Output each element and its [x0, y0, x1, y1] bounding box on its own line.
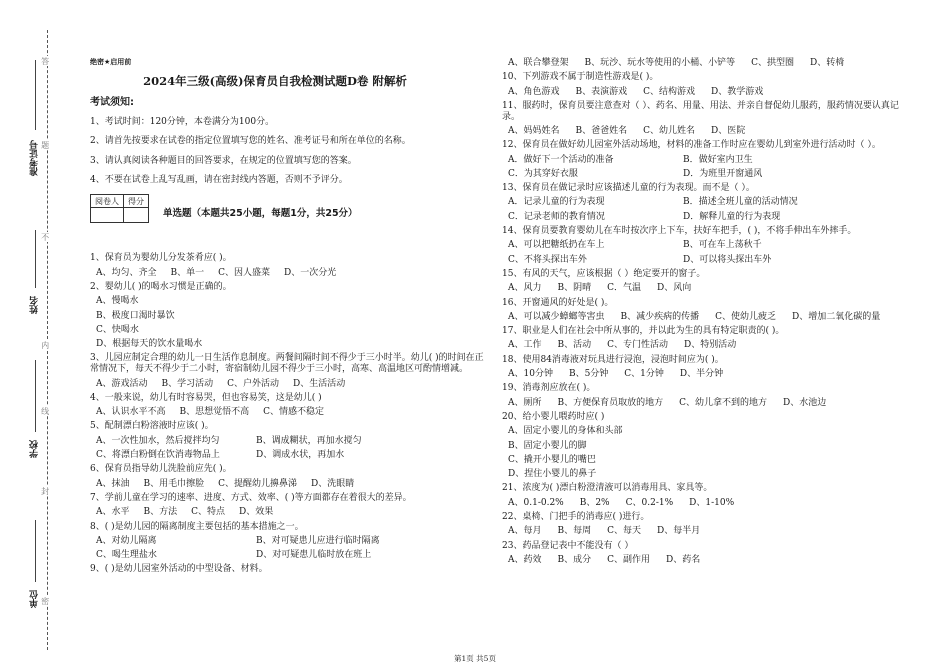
answer-option[interactable]: A、药效: [508, 554, 542, 565]
answer-option[interactable]: B、可在车上荡秋千: [683, 240, 762, 251]
answer-option[interactable]: D、1-10%: [689, 497, 735, 508]
margin-note: 线: [40, 407, 50, 415]
answer-option[interactable]: D、风向: [657, 283, 692, 294]
option-row: [96, 550, 490, 561]
question-stem: 21、浓度为( )漂白粉澄清液可以消毒用具、家具等。: [502, 483, 713, 494]
answer-option[interactable]: B、每周: [557, 526, 592, 537]
answer-option[interactable]: D．解释儿童的行为表现: [683, 211, 781, 222]
answer-option[interactable]: C、情感不稳定: [263, 407, 325, 418]
option-row: [96, 507, 490, 518]
answer-option[interactable]: B、减少疾病的传播: [620, 311, 700, 322]
answer-option[interactable]: B、极度口渴时暴饮: [96, 310, 175, 321]
question-stem: 4、一般来说，幼儿有时容易哭，但也容易笑，这是幼儿( ): [90, 392, 322, 403]
answer-option[interactable]: C．为其穿好衣服: [508, 168, 578, 179]
answer-option[interactable]: D、洗眼睛: [311, 478, 355, 489]
option-row: [508, 369, 912, 380]
option-row: [508, 87, 912, 98]
answer-option[interactable]: D、根据每天的饮水量喝水: [96, 339, 203, 350]
option-row: [96, 536, 490, 547]
answer-option[interactable]: D、医院: [711, 125, 746, 136]
answer-option[interactable]: D、转椅: [810, 58, 845, 68]
answer-option[interactable]: A、工作: [508, 340, 542, 351]
answer-option[interactable]: D、水池边: [783, 397, 827, 408]
score-cell[interactable]: [124, 208, 149, 223]
answer-option[interactable]: A、每月: [508, 526, 542, 537]
answer-option[interactable]: C、1分钟: [624, 369, 664, 380]
answer-option[interactable]: B、阴晴: [557, 283, 592, 294]
answer-option[interactable]: C、将漂白粉倒在饮消毒物品上: [96, 450, 220, 461]
answer-option[interactable]: A、抹油: [96, 478, 130, 489]
margin-note: 答: [40, 57, 50, 65]
score-header: 得分: [124, 195, 149, 208]
question-stem: 12、保育员在做好幼儿园室外活动场地，材料的准备工作时应在婴幼儿到室外进行活动时（ ）。: [502, 140, 881, 151]
option-row: [508, 169, 912, 180]
question-stem: 10、下列游戏不属于制造性游戏是( )。: [502, 72, 659, 83]
option-row: [508, 240, 912, 251]
answer-option[interactable]: C、快喝水: [96, 324, 139, 335]
question-list-right: [502, 58, 912, 566]
margin-note: 不: [40, 233, 50, 241]
answer-option[interactable]: A、水平: [96, 507, 130, 518]
question-stem: 19、消毒剂应放在( )。: [502, 383, 596, 394]
answer-option[interactable]: D、教学游戏: [711, 86, 764, 97]
notice-item: 2、请首先按要求在试卷的指定位置填写您的姓名、准考证号和所在单位的名称。: [90, 136, 411, 147]
option-row: [96, 407, 490, 418]
binding-margin: [0, 0, 60, 671]
margin-note: 密: [40, 597, 50, 605]
question-stem: 23、药品登记表中不能没有（ ）: [502, 540, 634, 551]
question-stem: 13、保育员在做记录时应该描述儿童的行为表现。而不是（ ）。: [502, 183, 755, 194]
option-row: [508, 498, 912, 509]
option-row: [96, 436, 490, 447]
question-stem: 22、桌椅、门把手的消毒应( )进行。: [502, 512, 650, 522]
answer-option[interactable]: D、药名: [666, 554, 701, 565]
notice-heading: 考试须知:: [90, 97, 134, 109]
answer-option[interactable]: B．描述全班儿童的活动情况: [683, 197, 798, 208]
notice-item: 3、请认真阅读各种题目的回答要求，在规定的位置填写您的答案。: [90, 155, 357, 166]
answer-option[interactable]: D、半分钟: [679, 369, 724, 380]
notice-item: 4、不要在试卷上乱写乱画，请在密封线内答题，否则不予评分。: [90, 175, 348, 186]
question-stem: 20、给小婴儿喂药时应( ): [502, 411, 605, 422]
answer-option[interactable]: D、调成水状，再加水: [256, 450, 345, 461]
ticket-number-field[interactable]: [35, 60, 36, 130]
answer-option[interactable]: B、调成糊状，再加水搅匀: [256, 435, 362, 446]
answer-option[interactable]: B、活动: [557, 340, 592, 351]
answer-option[interactable]: B、用毛巾擦脸: [143, 478, 205, 489]
answer-option[interactable]: C、撬开小婴儿的嘴巴: [508, 454, 596, 465]
answer-option[interactable]: B、对可疑患儿应进行临时隔离: [256, 535, 380, 546]
answer-option[interactable]: A、妈妈姓名: [508, 125, 560, 136]
answer-option[interactable]: C、幼儿姓名: [643, 125, 696, 136]
answer-option[interactable]: A、固定小婴儿的身体和头部: [508, 426, 623, 437]
answer-option[interactable]: C、幼儿拿不到的地方: [679, 397, 768, 408]
question-list-left: [90, 253, 490, 575]
page-title: 2024年三级(高级)保育员自我检测试题D卷 附解析: [143, 74, 407, 89]
margin-note: 题: [40, 141, 50, 149]
answer-option[interactable]: B、思想觉悟不高: [179, 407, 250, 418]
answer-option[interactable]: D、每半月: [657, 526, 701, 537]
answer-option[interactable]: D、特别活动: [684, 340, 737, 351]
answer-option[interactable]: B、固定小婴儿的脚: [508, 440, 587, 451]
school-field[interactable]: [35, 360, 36, 432]
answer-option[interactable]: A．做好下一个活动的准备: [508, 154, 614, 165]
secret-mark: 绝密★启用前: [90, 58, 132, 66]
margin-note: 内: [40, 341, 50, 349]
grader-header: 阅卷人: [91, 195, 124, 208]
answer-option[interactable]: B、方法: [143, 507, 178, 518]
answer-option[interactable]: D、可以将头探出车外: [683, 254, 772, 265]
right-column: [502, 58, 912, 569]
question-stem: 2、婴幼儿( )的喝水习惯是正确的。: [90, 281, 232, 292]
answer-option[interactable]: A、角色游戏: [508, 86, 560, 97]
answer-option[interactable]: D、生活活动: [293, 378, 346, 389]
answer-option[interactable]: A、联合攀登架: [508, 58, 569, 68]
answer-option[interactable]: B．做好室内卫生: [683, 154, 753, 165]
answer-option[interactable]: A．记录儿童的行为表现: [508, 197, 605, 208]
option-row: [508, 255, 912, 266]
answer-option[interactable]: C、副作用: [607, 554, 651, 565]
question-stem: 5、配制漂白粉溶液时应该( )。: [90, 421, 214, 432]
question-stem: 11、服药时，保育员要注意查对（ ）、药名、用量、用法、并亲自督促幼儿服药，服药情况要认真记录。: [502, 100, 899, 122]
name-label: 姓名: [30, 296, 40, 314]
option-row: [508, 212, 912, 223]
answer-option[interactable]: C、喝生理盐水: [96, 550, 157, 561]
question-stem: 17、职业是人们在社会中所从事的，并以此为生的具有特定职责的( )。: [502, 326, 785, 337]
answer-option[interactable]: B、表演游戏: [575, 86, 628, 97]
question-stem: 9、( )是幼儿园室外活动的中型设备、材料。: [90, 564, 268, 575]
answer-option[interactable]: D、捏住小婴儿的鼻子: [508, 469, 597, 480]
section-heading: 单选题（本题共25小题，每题1分，共25分）: [163, 208, 358, 220]
answer-option[interactable]: C、每天: [607, 526, 642, 537]
ticket-number-label: 准考证号: [30, 140, 40, 176]
answer-option[interactable]: A、10分钟: [508, 369, 553, 380]
answer-option[interactable]: A、厕所: [508, 397, 542, 408]
option-row: [508, 197, 912, 208]
question-stem: 1、保育员为婴幼儿分发茶肴应( )。: [90, 253, 232, 264]
option-row: [508, 155, 912, 166]
option-row: [96, 379, 490, 390]
question-stem: 18、使用84消毒液对玩具进行浸泡，浸泡时间应为( )。: [502, 354, 724, 365]
option-row: [96, 268, 490, 279]
name-field[interactable]: [35, 230, 36, 288]
page-number: 第1页 共5页: [454, 654, 496, 663]
answer-option[interactable]: B、方便保育员取放的地方: [557, 397, 664, 408]
notice-list: [90, 117, 490, 186]
answer-option[interactable]: B、5分钟: [568, 369, 609, 380]
left-column: [90, 52, 490, 579]
option-row: [508, 398, 912, 409]
answer-option[interactable]: A、游戏活动: [96, 378, 148, 389]
margin-note: 封: [40, 487, 50, 495]
answer-option[interactable]: C、户外活动: [227, 378, 280, 389]
score-section: [90, 194, 490, 223]
option-row: [508, 312, 912, 323]
score-table: [90, 194, 149, 223]
answer-option[interactable]: C、不将头探出车外: [508, 254, 587, 265]
answer-option[interactable]: B、学习活动: [161, 378, 214, 389]
option-row: [508, 283, 912, 294]
answer-option[interactable]: C、提醒幼儿擤鼻涕: [218, 478, 298, 489]
answer-option[interactable]: C．记录老师的教育情况: [508, 211, 605, 222]
question-stem: 7、学前儿童在学习的速率、进度、方式、效率、( )等方面都存在着很大的差异。: [90, 492, 412, 503]
answer-option[interactable]: B、爸爸姓名: [575, 125, 628, 136]
grader-cell[interactable]: [91, 208, 124, 223]
answer-option[interactable]: B、2%: [579, 497, 610, 508]
option-row: [96, 450, 490, 461]
notice-item: 1、考试时间：120分钟，本卷满分为100分。: [90, 117, 275, 128]
answer-option[interactable]: A、均匀、齐全: [96, 267, 157, 278]
answer-option[interactable]: D、一次分光: [284, 267, 337, 278]
answer-option[interactable]: C．气温: [607, 283, 642, 294]
answer-option[interactable]: D、对可疑患儿临时放在班上: [256, 550, 372, 561]
answer-option[interactable]: B、玩沙、玩水等使用的小桶、小铲等: [584, 58, 736, 68]
answer-option[interactable]: C、0.2-1%: [625, 497, 674, 508]
option-row: [508, 555, 912, 566]
unit-label: 单位: [30, 590, 40, 608]
answer-option[interactable]: A、0.1-0.2%: [508, 497, 564, 508]
answer-option[interactable]: A、认识水平不高: [96, 407, 166, 418]
option-row: [96, 479, 490, 490]
option-row: [508, 126, 912, 137]
answer-option[interactable]: D、增加二氧化碳的量: [792, 311, 881, 322]
answer-option[interactable]: A、一次性加水，然后搅拌均匀: [96, 435, 220, 446]
answer-option[interactable]: A、慢喝水: [96, 296, 139, 307]
answer-option[interactable]: C、使幼儿疲乏: [715, 311, 777, 322]
answer-option[interactable]: B、单一: [170, 267, 205, 278]
answer-option[interactable]: D、效果: [239, 507, 274, 518]
answer-option[interactable]: C、结构游戏: [643, 86, 696, 97]
answer-option[interactable]: A、对幼儿隔离: [96, 535, 157, 546]
answer-option[interactable]: B、成分: [557, 554, 592, 565]
question-stem: 8、( )是幼儿园的隔离制度主要包括的基本措施之一。: [90, 521, 304, 532]
answer-option[interactable]: A、可以减少蟑螂等害虫: [508, 311, 605, 322]
unit-field[interactable]: [35, 520, 36, 582]
option-row: [508, 340, 912, 351]
answer-option[interactable]: D．为班里开窗通风: [683, 168, 763, 179]
question-stem: 15、有风的天气，应该根据（ ）绝定要开的窗子。: [502, 268, 706, 279]
option-row: [508, 526, 912, 537]
question-stem: 14、保育员要教育婴幼儿在车时按次序上下车，扶好车把手，( )，不将手伸出车外摔手。: [502, 226, 857, 237]
answer-option[interactable]: C、专门性活动: [607, 340, 669, 351]
answer-option[interactable]: A、风力: [508, 283, 542, 294]
question-stem: 3、儿园应制定合理的幼儿一日生活作息制度。两餐间隔时间不得少于三小时半。幼儿( )的时间在正常情况下，每天不得少于二小时，寄宿制幼儿园不得少于三小时，高寒、高温地区可酌情增减。: [90, 353, 484, 375]
answer-option[interactable]: C、特点: [191, 507, 226, 518]
answer-option[interactable]: C、因人盛菜: [218, 267, 271, 278]
school-label: 学校: [30, 440, 40, 458]
answer-option[interactable]: A、可以把糖纸扔在车上: [508, 240, 605, 251]
answer-option[interactable]: C、拱型圈: [751, 58, 795, 68]
question-stem: 16、开窗通风的好处是( )。: [502, 297, 614, 308]
option-row: [508, 58, 912, 69]
question-stem: 6、保育员指导幼儿洗脸前应先( )。: [90, 464, 232, 475]
